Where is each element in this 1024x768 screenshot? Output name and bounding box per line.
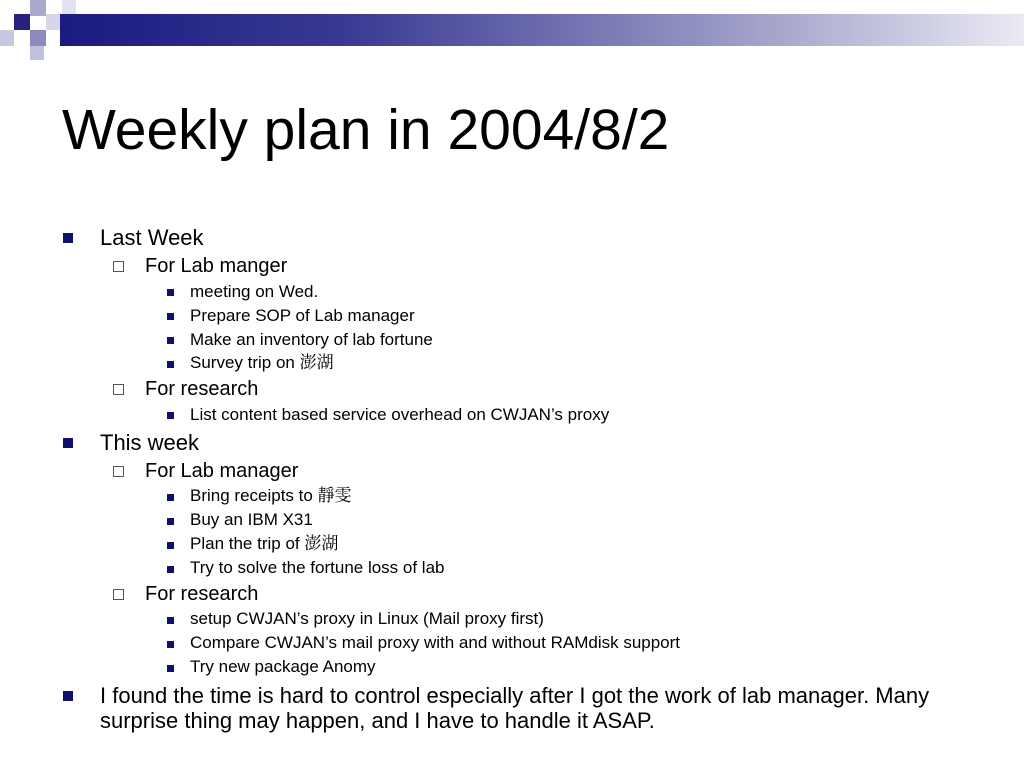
list-item: Prepare SOP of Lab manager <box>190 306 415 325</box>
list-item: Make an inventory of lab fortune <box>190 330 433 349</box>
list-item: Try to solve the fortune loss of lab <box>190 558 445 577</box>
level1-bullet-icon <box>63 438 73 448</box>
list-item: Plan the trip of 澎湖 <box>190 534 339 553</box>
level3-bullet-icon <box>167 542 174 549</box>
section-last-week: Last Week <box>100 225 204 250</box>
level2-box-icon <box>113 466 124 477</box>
closing-note: I found the time is hard to control especially after I got the work of lab manager. Many surprise thing may happen, and I have to handle it ASAP. <box>100 683 930 733</box>
level3-bullet-icon <box>167 289 174 296</box>
list-item: Compare CWJAN’s mail proxy with and without RAMdisk support <box>190 633 681 652</box>
section-this-week: This week <box>100 430 200 455</box>
list-item: Try new package Anomy <box>190 657 376 676</box>
list-item: List content based service overhead on CWJAN’s proxy <box>190 405 610 424</box>
list-item: setup CWJAN’s proxy in Linux (Mail proxy first) <box>190 609 544 628</box>
level3-bullet-icon <box>167 641 174 648</box>
last-week-lab-heading: For Lab manger <box>145 255 288 277</box>
slide-title: Weekly plan in 2004/8/2 <box>62 98 670 162</box>
level1-bullet-icon <box>63 233 73 243</box>
list-item: Bring receipts to 靜雯 <box>190 486 352 505</box>
level3-bullet-icon <box>167 494 174 501</box>
level3-bullet-icon <box>167 337 174 344</box>
level3-bullet-icon <box>167 361 174 368</box>
this-week-research-heading: For research <box>145 583 259 605</box>
level2-box-icon <box>113 589 124 600</box>
level3-bullet-icon <box>167 412 174 419</box>
last-week-research-heading: For research <box>145 378 259 400</box>
level3-bullet-icon <box>167 617 174 624</box>
this-week-lab-heading: For Lab manager <box>145 460 299 482</box>
level1-bullet-icon <box>63 691 73 701</box>
level3-bullet-icon <box>167 665 174 672</box>
level2-box-icon <box>113 261 124 272</box>
list-item: meeting on Wed. <box>190 282 319 301</box>
level3-bullet-icon <box>167 566 174 573</box>
level2-box-icon <box>113 384 124 395</box>
list-item: Buy an IBM X31 <box>190 510 313 529</box>
list-item: Survey trip on 澎湖 <box>190 353 334 372</box>
level3-bullet-icon <box>167 313 174 320</box>
level3-bullet-icon <box>167 518 174 525</box>
